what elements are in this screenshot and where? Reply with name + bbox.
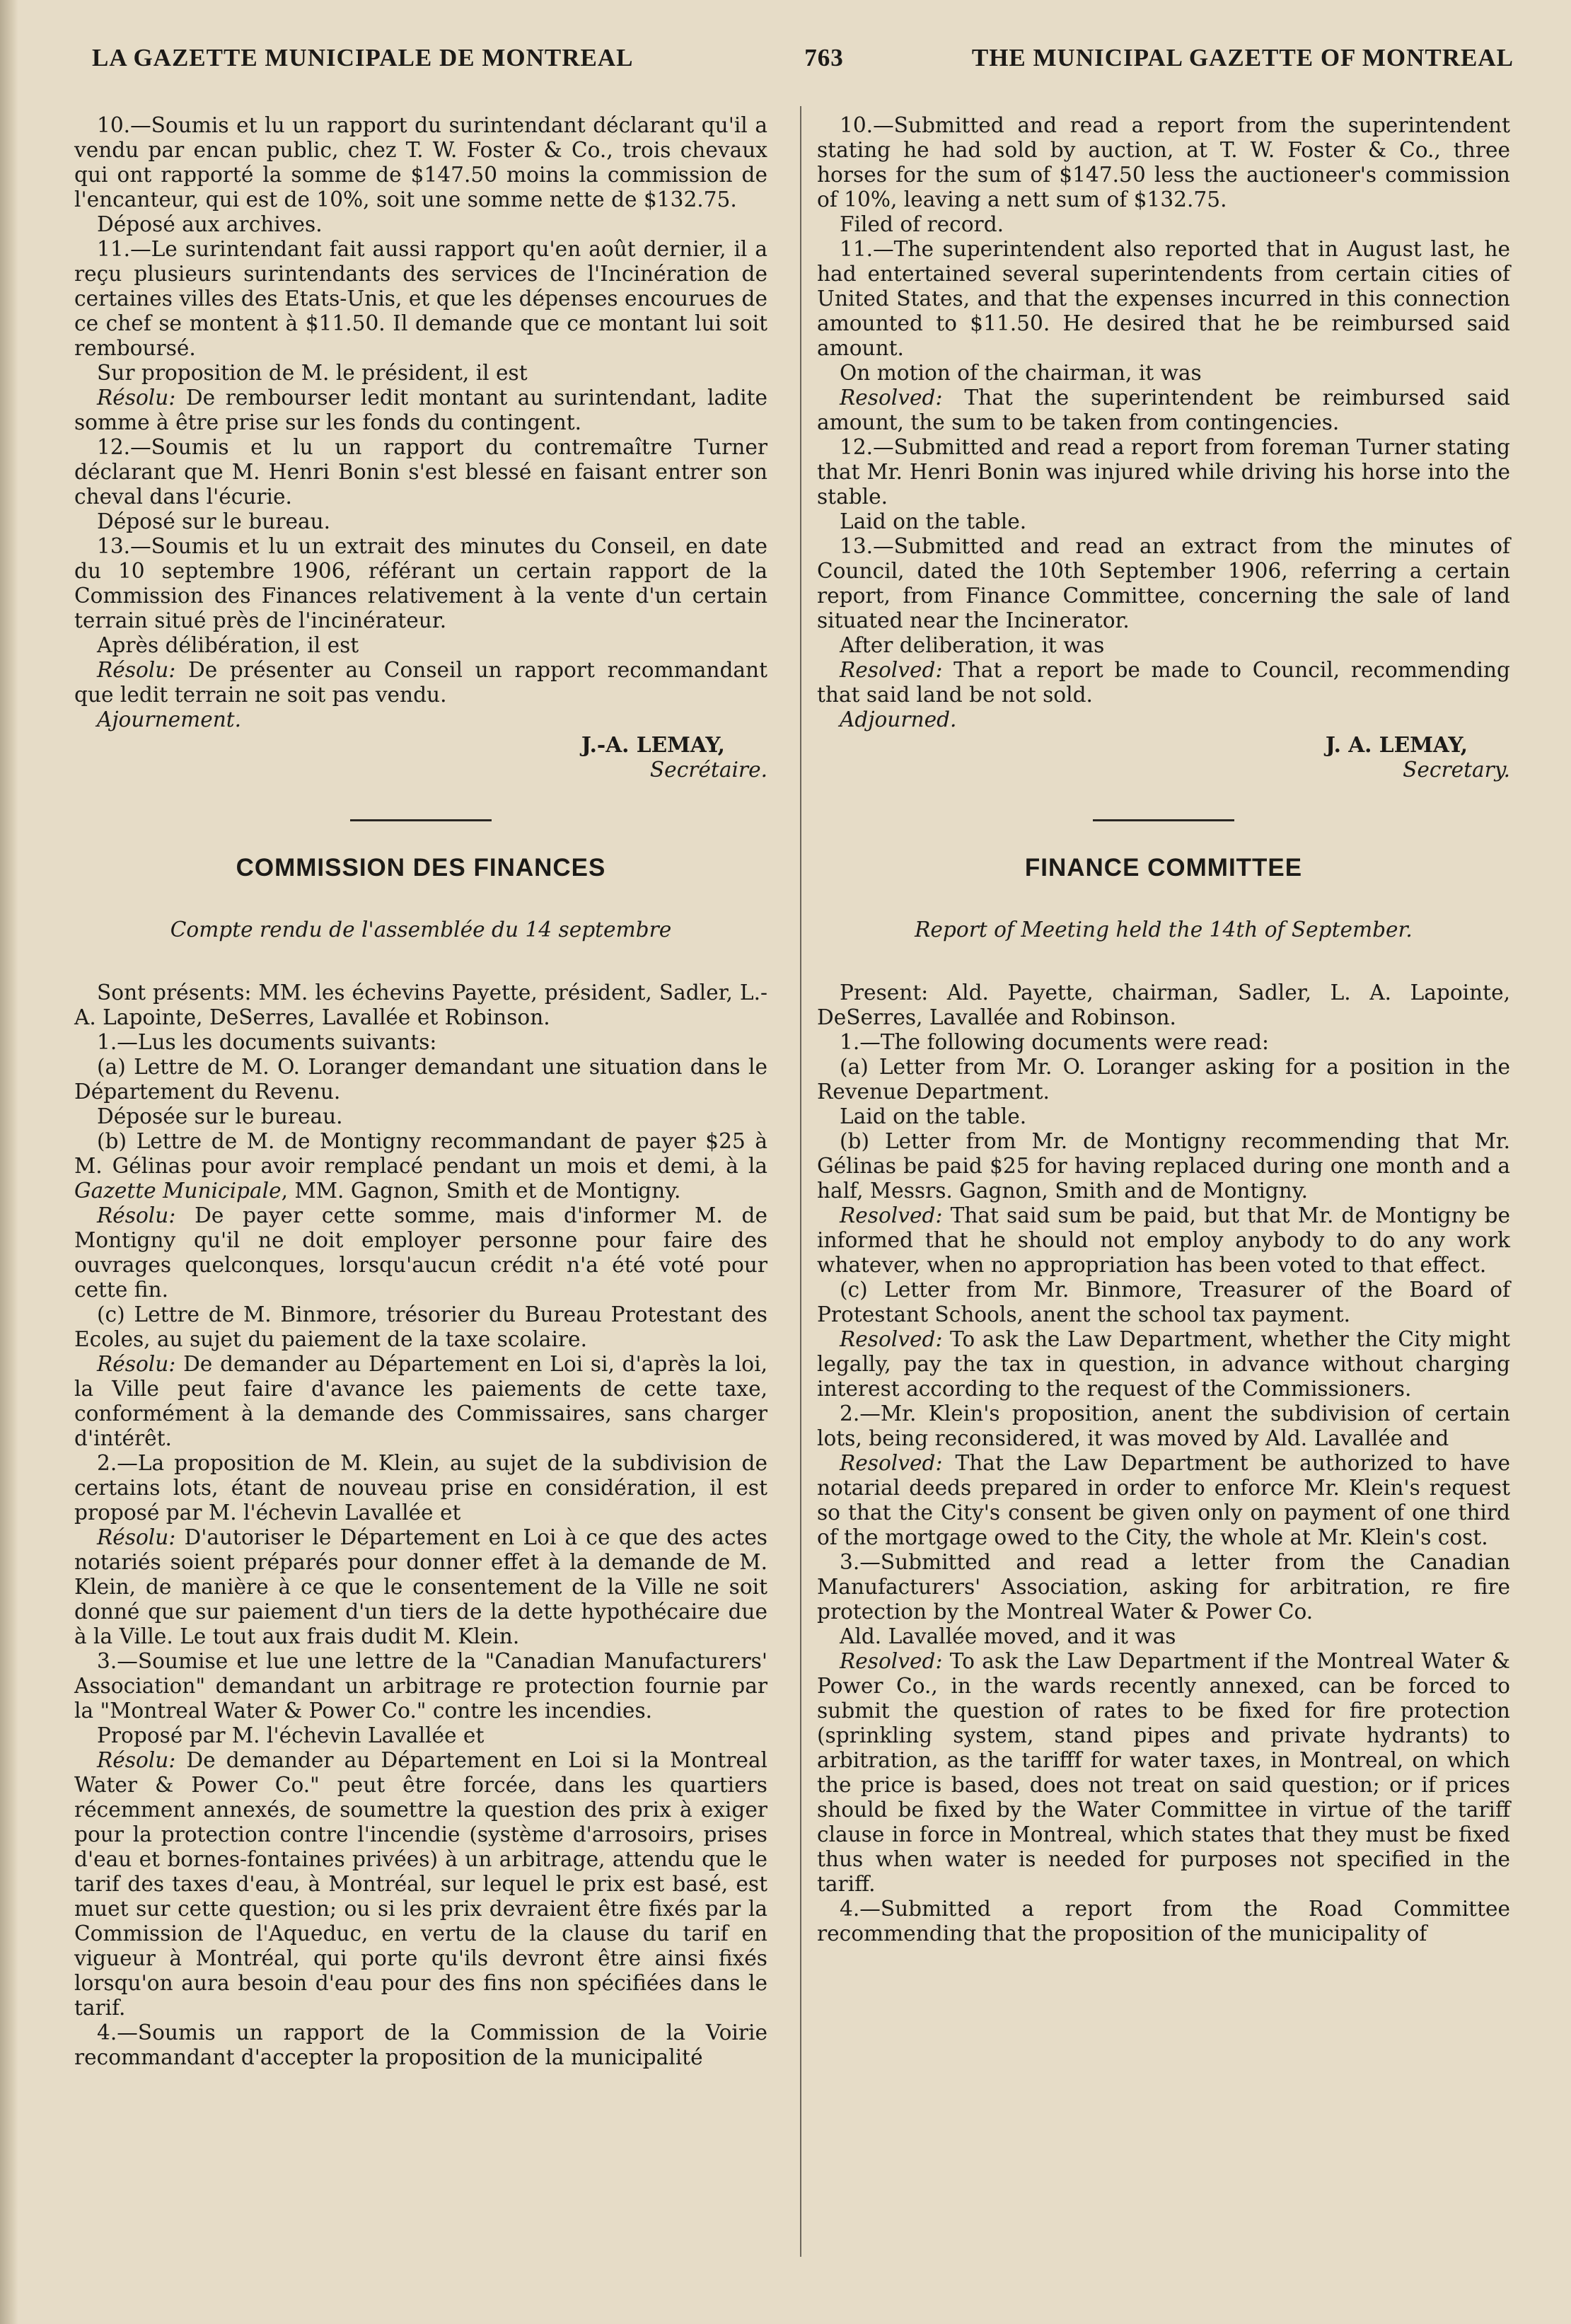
fr-adjournment: Ajournement. [97, 707, 242, 732]
en-item-10: 10.—Submitted and read a report from the superintendent stating he had sold by auction, at T. W. Foster & Co., three horses for the sum of $147.50 less the auctioneer's commission of 10%, leaving a nett sum of $132.75. [817, 113, 1510, 212]
resolved-label: Résolu: [97, 386, 176, 410]
en-item-11: 11.—The superintendent also reported that in August last, he had entertained several superintendents from certain cities of United States, and that the expenses incurred in this connection amounted to $11.50. He desired that he be reimbursed said amount. [817, 237, 1510, 360]
fr-item-3-resolution: Résolu: De demander au Département en Loi si la Montreal Water & Power Co." peut être forcée, dans les quartiers récemment annexés, de soumettre la question des prix à exiger pour la protection contre l'incendie (système d'arrosoirs, prises d'eau et bornes-fontaines privées) à un arbitrage, attendu que le tarif des taxes d'eau, à Montréal, sur lequel le prix est basé, est muet sur cette question; ou si les prix devraient être fixés par la Commission de l'Aqueduc, en vertu de la clause du tarif en vigueur à Montréal, qui porte qu'ils devront être ainsi fixés lorsqu'on aura besoin d'eau pour des fins non spécifiées dans le tarif. [74, 1748, 767, 2020]
section-rule [350, 819, 492, 821]
fr-doc-1a: (a) Lettre de M. O. Loranger demandant une situation dans le Département du Revenu. [74, 1055, 767, 1104]
fr-item-3-motion: Proposé par M. l'échevin Lavallée et [97, 1723, 485, 1747]
french-column [74, 113, 767, 2070]
en-present: Present: Ald. Payette, chairman, Sadler, L. A. Lapointe, DeSerres, Lavallée and Robinson. [817, 981, 1510, 1029]
fr-section-subhead: Compte rendu de l'assemblée du 14 septembre [170, 918, 672, 942]
fr-item-13-deliberation: Après délibération, il est [97, 633, 359, 657]
en-item-13-resolution: Resolved: That a report be made to Council, recommending that said land be not sold. [817, 658, 1510, 707]
en-item-3: 3.—Submitted and read a letter from the Canadian Manufacturers' Association, asking for arbitration, re fire protection by the Montreal Water & Power Co. [817, 1550, 1510, 1624]
en-item-2-resolution: Resolved: That the Law Department be authorized to have notarial deeds prepared in order to enforce Mr. Klein's request so that the City's consent be given only on payment of one third of the mortgage owed to the City, the whole at Mr. Klein's cost. [817, 1451, 1510, 1549]
resolved-label: Resolved: [840, 658, 943, 682]
fr-item-10: 10.—Soumis et lu un rapport du surintendant déclarant qu'il a vendu par encan public, chez T. W. Foster & Co., trois chevaux qui ont rapporté la somme de $147.50 moins la commission de l'encanteur, qui est de 10%, soit une somme nette de $132.75. [74, 113, 767, 212]
fr-doc-1b-resolution: Résolu: De payer cette somme, mais d'informer M. de Montigny qu'il ne doit employer personne pour faire des ouvrages quelconques, lorsqu'aucun crédit n'a été voté pour cette fin. [74, 1203, 767, 1302]
english-column [817, 113, 1510, 1946]
en-item-11-resolution: Resolved: That the superintendent be reimbursed said amount, the sum to be taken from contingencies. [817, 386, 1510, 434]
column-divider [800, 106, 801, 2257]
en-doc-1a-tabled: Laid on the table. [840, 1104, 1027, 1128]
en-item-10-filed: Filed of record. [840, 212, 1004, 236]
en-doc-1b-resolution: Resolved: That said sum be paid, but that Mr. de Montigny be informed that he should not employ anybody to do any work whatever, when no appropriation has been voted to that effect. [817, 1203, 1510, 1277]
fr-doc-1a-tabled: Déposée sur le bureau. [97, 1104, 343, 1128]
en-signature-name: J. A. LEMAY, [1325, 732, 1468, 757]
en-item-13: 13.—Submitted and read an extract from the minutes of Council, dated the 10th September 1906, referring a certain report, from Finance Committee, concerning the sale of land situated near the Incinerator. [817, 534, 1510, 632]
fr-doc-1: 1.—Lus les documents suivants: [97, 1030, 437, 1054]
en-doc-1b: (b) Letter from Mr. de Montigny recommending that Mr. Gélinas be paid $25 for having replaced during one month and a half, Messrs. Gagnon, Smith and de Montigny. [817, 1129, 1510, 1203]
fr-item-2: 2.—La proposition de M. Klein, au sujet de la subdivision de certains lots, étant de nouveau prise en considération, il est proposé par M. l'échevin Lavallée et [74, 1451, 767, 1525]
fr-item-11: 11.—Le surintendant fait aussi rapport qu'en août dernier, il a reçu plusieurs surintendants des services de l'Incinération de certaines villes des Etats-Unis, et que les dépenses encourues de ce chef se montent à $11.50. Il demande que ce montant lui soit remboursé. [74, 237, 767, 360]
en-item-2: 2.—Mr. Klein's proposition, anent the subdivision of certain lots, being reconsidered, it was moved by Ald. Lavallée and [817, 1401, 1510, 1450]
en-doc-1c-resolution: Resolved: To ask the Law Department, whether the City might legally, pay the tax in question, in advance without charging interest according to the request of the Commissioners. [817, 1327, 1510, 1401]
page-binding-edge [0, 0, 18, 2324]
en-item-3-resolution: Resolved: To ask the Law Department if the Montreal Water & Power Co., in the wards recently annexed, can be forced to submit the question of rates to be fixed for fire protection (sprinkling system, stand pipes and private hydrants) to arbitration, as the tarifff for water taxes, in Montreal, on which the price is based, does not treat on said question; or if prices should be fixed by the Water Committee in virtue of the tariff clause in force in Montreal, which states that they must be fixed thus when water is needed for purposes not specified in the tariff. [817, 1649, 1510, 1896]
fr-signature-title: Secrétaire. [649, 758, 767, 782]
en-item-4: 4.—Submitted a report from the Road Committee recommending that the proposition of the municipality of [817, 1897, 1510, 1946]
fr-section-title: COMMISSION DES FINANCES [236, 854, 606, 881]
fr-item-12: 12.—Soumis et lu un rapport du contremaître Turner déclarant que M. Henri Bonin s'est blessé en faisant entrer son cheval dans l'écurie. [74, 435, 767, 509]
resolved-label: Résolu: [97, 658, 176, 682]
page-number: 763 [804, 44, 844, 71]
header-french-title: LA GAZETTE MUNICIPALE DE MONTREAL [92, 44, 634, 71]
section-rule [1093, 819, 1234, 821]
fr-item-13: 13.—Soumis et lu un extrait des minutes du Conseil, en date du 10 septembre 1906, référant un certain rapport de la Commission des Finances relativement à la vente d'un certain terrain situé près de l'incinérateur. [74, 534, 767, 632]
en-item-12-tabled: Laid on the table. [840, 509, 1027, 533]
fr-item-11-resolution: Résolu: De rembourser ledit montant au surintendant, ladite somme à être prise sur les fonds du contingent. [74, 386, 767, 434]
en-item-11-motion: On motion of the chairman, it was [840, 361, 1202, 385]
fr-item-13-resolution: Résolu: De présenter au Conseil un rapport recommandant que ledit terrain ne soit pas vendu. [74, 658, 767, 707]
en-item-13-deliberation: After deliberation, it was [840, 633, 1105, 657]
header-english-title: THE MUNICIPAL GAZETTE OF MONTREAL [971, 44, 1514, 71]
en-section-subhead: Report of Meeting held the 14th of September. [915, 918, 1413, 942]
fr-signature-name: J.-A. LEMAY, [581, 732, 725, 757]
en-doc-1c: (c) Letter from Mr. Binmore, Treasurer of the Board of Protestant Schools, anent the school tax payment. [817, 1278, 1510, 1326]
resolved-label: Resolved: [840, 386, 943, 410]
fr-present: Sont présents: MM. les échevins Payette, président, Sadler, L.-A. Lapointe, DeSerres, Lavallée et Robinson. [74, 981, 767, 1029]
fr-item-2-resolution: Résolu: D'autoriser le Département en Loi à ce que des actes notariés soient préparés pour donner effet à la demande de M. Klein, de manière à ce que le consentement de la Ville ne soit donné que sur paiement d'un tiers de la dette hypothécaire due à la Ville. Le tout aux frais dudit M. Klein. [74, 1525, 767, 1648]
fr-item-3: 3.—Soumise et lue une lettre de la "Canadian Manufacturers' Association" demandant un arbitrage re protection fournie par la "Montreal Water & Power Co." contre les incendies. [74, 1649, 767, 1723]
fr-doc-1b: (b) Lettre de M. de Montigny recommandant de payer $25 à M. Gélinas pour avoir remplacé pendant un mois et demi, à la Gazette Municipale, MM. Gagnon, Smith et de Montigny. [74, 1129, 767, 1203]
fr-doc-1c: (c) Lettre de M. Binmore, trésorier du Bureau Protestant des Ecoles, au sujet du paiement de la taxe scolaire. [74, 1302, 767, 1351]
fr-item-12-tabled: Déposé sur le bureau. [97, 509, 331, 533]
fr-item-4: 4.—Soumis un rapport de la Commission de la Voirie recommandant d'accepter la proposition de la municipalité [74, 2021, 767, 2069]
en-item-12: 12.—Submitted and read a report from foreman Turner stating that Mr. Henri Bonin was injured while driving his horse into the stable. [817, 435, 1510, 509]
en-adjournment: Adjourned. [840, 707, 957, 732]
en-doc-1a: (a) Letter from Mr. O. Loranger asking for a position in the Revenue Department. [817, 1055, 1510, 1104]
en-item-3-motion: Ald. Lavallée moved, and it was [840, 1624, 1176, 1648]
en-doc-1: 1.—The following documents were read: [840, 1030, 1269, 1054]
fr-item-10-filed: Déposé aux archives. [97, 212, 323, 236]
running-header [92, 44, 1514, 79]
fr-doc-1c-resolution: Résolu: De demander au Département en Loi si, d'après la loi, la Ville peut faire d'avance les paiements de cette taxe, conformément à la demande des Commissaires, sans charger d'intérêt. [74, 1352, 767, 1450]
en-signature-title: Secretary. [1403, 758, 1510, 782]
fr-item-11-motion: Sur proposition de M. le président, il est [97, 361, 528, 385]
en-section-title: FINANCE COMMITTEE [1024, 854, 1303, 881]
